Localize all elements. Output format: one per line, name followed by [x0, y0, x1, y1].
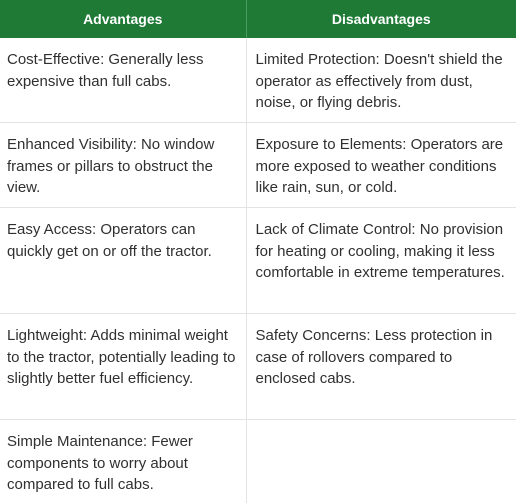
table-row	[0, 314, 516, 420]
table-header-row	[0, 0, 516, 38]
advantage-cell: Easy Access: Operators can quickly get on or off the tractor.	[0, 208, 246, 314]
table-row	[0, 420, 516, 504]
advantage-cell: Cost-Effective: Generally less expensive than full cabs.	[0, 38, 246, 123]
disadvantage-cell: Lack of Climate Control: No provision for heating or cooling, making it less comfortable in extreme temperatures.	[246, 208, 516, 314]
disadvantage-cell: Safety Concerns: Less protection in case of rollovers compared to enclosed cabs.	[246, 314, 516, 420]
table-row	[0, 38, 516, 123]
table-row	[0, 208, 516, 314]
advantage-cell: Lightweight: Adds minimal weight to the tractor, potentially leading to slightly better fuel efficiency.	[0, 314, 246, 420]
disadvantages-header: Disadvantages	[246, 0, 516, 38]
table-row	[0, 123, 516, 208]
advantage-cell: Enhanced Visibility: No window frames or pillars to obstruct the view.	[0, 123, 246, 208]
disadvantage-cell	[246, 420, 516, 504]
disadvantage-cell: Limited Protection: Doesn't shield the operator as effectively from dust, noise, or flying debris.	[246, 38, 516, 123]
disadvantage-cell: Exposure to Elements: Operators are more exposed to weather conditions like rain, sun, or cold.	[246, 123, 516, 208]
advantages-header: Advantages	[0, 0, 246, 38]
advantage-cell: Simple Maintenance: Fewer components to worry about compared to full cabs.	[0, 420, 246, 504]
